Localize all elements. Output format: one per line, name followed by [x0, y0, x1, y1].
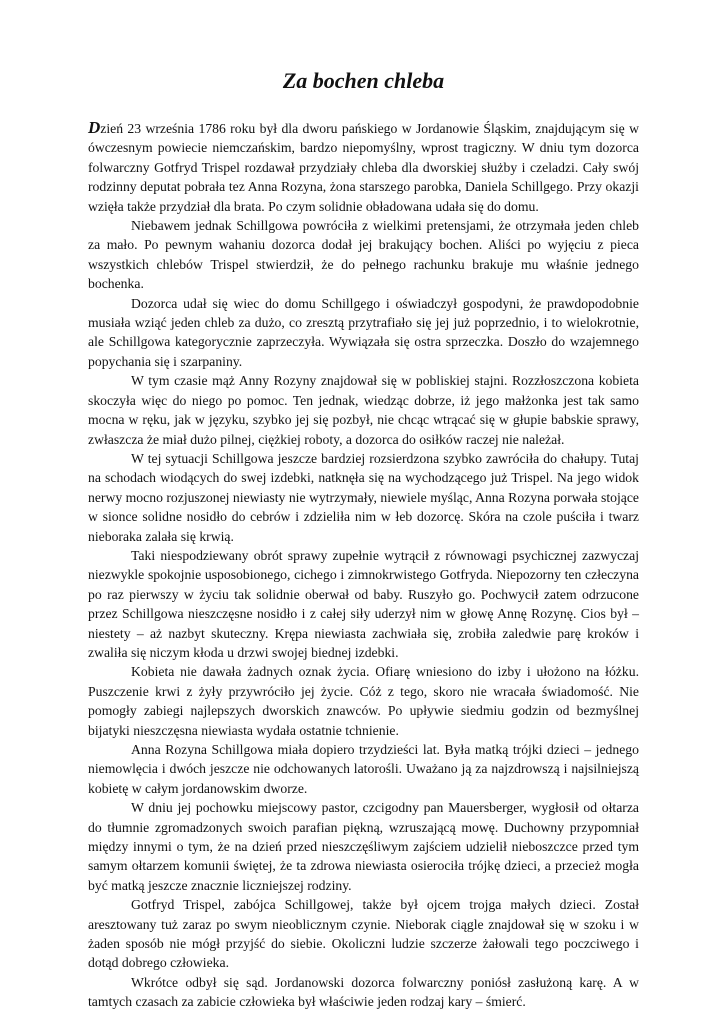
paragraph-5: W tej sytuacji Schillgowa jeszcze bardziej rozsierdzona szybko zawróciła do chałupy. Tutaj na schodach wiodących do swej izdebki, natknęła się na wychodzącego już Trispel. Na jego widok nerwy mocno rozjuszonej niewiasty nie wytrzymały, niewiele myśląc, Anna Rozyna porwała stojące w sionce solidne nosidło do cebrów i zdzieliła nim w łeb dozorcę. Skóra na czole puściła i twarz nieboraka zalała się krwią.	[88, 450, 639, 544]
paragraph-1	[88, 118, 639, 216]
paragraph-2: Niebawem jednak Schillgowa powróciła z wielkimi pretensjami, że otrzymała jeden chleb za mało. Po pewnym wahaniu dozorca dodał jej brakujący bochen. Aliści po wyjęciu z pieca wszystkich chlebów Trispel stwierdził, że do pełnego rachunku brakuje mu właśnie jednego bochenka.	[88, 218, 639, 292]
paragraph-6: Taki niespodziewany obrót sprawy zupełnie wytrącił z równowagi psychicznej zazwyczaj niezwykle spokojnie usposobionego, cichego i zimnokrwistego Gotfryda. Niepozorny ten człeczyna po raz pierwszy w życiu tak solidnie oberwał od baby. Ruszyło go. Pochwycił zatem odrzucone przez Schillgowa nieszczęsne nosidło i z całej siły uderzył nim w głowę Annę Rozynę. Cios był – niestety – aż nazbyt skuteczny. Krępa niewiasta zachwiała się, zrobiła zaledwie parę kroków i zwaliła się niczym kłoda u drzwi swojej biednej izdebki.	[88, 547, 639, 660]
document-body	[88, 118, 639, 1012]
paragraph-7: Kobieta nie dawała żadnych oznak życia. Ofiarę wniesiono do izby i ułożono na łóżku. Puszczenie krwi z żyły przywróciło jej życie. Cóż z tego, skoro nie wracała świadomość. Nie pomogły zabiegi najlepszych dworskich znawców. Po upływie siedmiu godzin od bezmyślnej bijatyki nieszczęsna niewiasta wydała ostatnie tchnienie.	[88, 664, 639, 738]
document-page	[88, 68, 639, 1012]
paragraph-4: W tym czasie mąż Anny Rozyny znajdował się w pobliskiej stajni. Rozzłoszczona kobieta skoczyła więc do niego po pomoc. Ten jednak, wiedząc dobrze, iż jego małżonka jest tak samo mocna w ręku, jak w języku, szybko jej się pozbył, nie chcąc wtrącać się w głupie babskie sprawy, zwłaszcza że miał dużo pilnej, ciężkiej roboty, a dozorca do osiłków raczej nie należał.	[88, 373, 639, 447]
document-title: Za bochen chleba	[282, 68, 445, 93]
paragraph-10: Gotfryd Trispel, zabójca Schillgowej, także był ojcem trojga małych dzieci. Został aresztowany tuż zaraz po swym nieoblicznym czynie. Nieborak ciągle znajdował się w szoku i w żaden sposób nie mógł przyjść do siebie. Okoliczni ludzie szczerze żałowali tego poczciwego i dotąd dobrego człowieka.	[88, 897, 639, 971]
paragraph-3: Dozorca udał się wiec do domu Schillgego i oświadczył gospodyni, że prawdopodobnie musiała wziąć jeden chleb za dużo, co zresztą przytrafiało się jej już poprzednio, i to wielokrotnie, ale Schillgowa kategorycznie zaprzeczyła. Wywiązała się ostra sprzeczka. Doszło do wzajemnego popychania się i szarpaniny.	[88, 295, 639, 369]
paragraph-11: Wkrótce odbył się sąd. Jordanowski dozorca folwarczny poniósł zasłużoną karę. A w tamtych czasach za zabicie człowieka był właściwie jeden rodzaj kary – śmierć.	[88, 974, 639, 1010]
paragraph-1-text: zień 23 września 1786 roku był dla dworu pańskiego w Jordanowie Śląskim, znajdującym się w ówczesnym powiecie niemczańskim, bardzo niepomyślny, wprost tragiczny. W dniu tym dozorca folwarczny Gotfryd Trispel rozdawał przydziały chleba dla dworskiej służby i czeladzi. Cały swój rodzinny deputat pobrała tez Anna Rozyna, żona starszego parobka, Daniela Schillgego. Przy okazji wzięła także przydział dla brata. Po czym solidnie obładowana udała się do domu.	[88, 121, 639, 214]
paragraph-8: Anna Rozyna Schillgowa miała dopiero trzydzieści lat. Była matką trójki dzieci – jednego niemowlęcia i dwóch jeszcze nie odchowanych latorośli. Uważano ją za najzdrowszą i najsilniejszą kobietę w całym jordanowskim dworze.	[88, 742, 639, 796]
paragraph-9: W dniu jej pochowku miejscowy pastor, czcigodny pan Mauersberger, wygłosił od ołtarza do tłumnie zgromadzonych swoich parafian piękną, wzruszającą mowę. Duchowny przypomniał między innymi o tym, że na dzień przed nieszczęśliwym zajściem udzielił nieboszczce przed tym samym ołtarzem komunii świętej, że ta zdrowa niewiasta osierociła trójkę dzieci, a przecież mogła być matką jeszcze znacznie liczniejszej rodziny.	[88, 800, 639, 893]
drop-cap-initial: D	[88, 118, 101, 137]
